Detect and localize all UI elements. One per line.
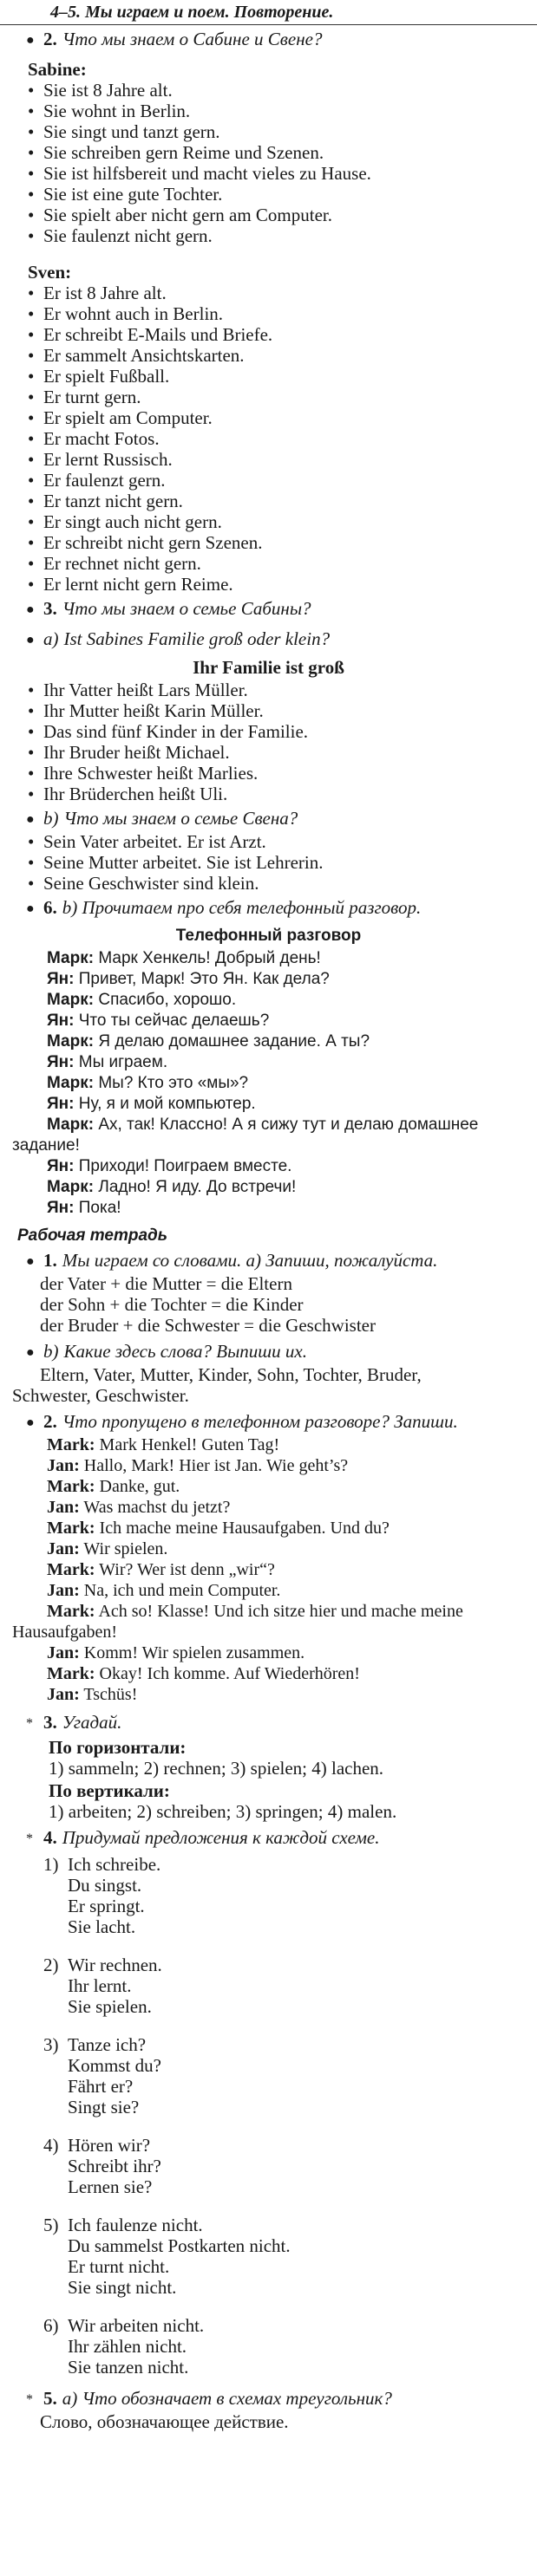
utterance: Ich mache meine Hausaufgaben. Und du?: [95, 1519, 390, 1538]
list-item: [28, 511, 525, 532]
list-item: [28, 283, 525, 303]
group-number: 2): [43, 1955, 59, 1975]
dialog-line: [12, 1115, 525, 1156]
dialog-line: [47, 1434, 525, 1455]
list-item: [28, 553, 525, 574]
dialog-line: [47, 1663, 525, 1684]
telefon-dialog: [12, 948, 525, 1219]
speaker: Ян:: [47, 970, 75, 988]
list-item-text: Er sammelt Ansichtskarten.: [43, 345, 245, 366]
list-item: [28, 324, 525, 345]
wb-task-1: [26, 1250, 525, 1273]
task-number: 3.: [43, 598, 57, 619]
sentence: Kommst du?: [68, 2055, 161, 2076]
bullet-dot: •: [28, 121, 35, 142]
task-text: Что мы знаем о Сабине и Свене?: [62, 29, 323, 49]
task-3a: [26, 628, 525, 652]
list-item: [28, 700, 525, 721]
bullet-dot: •: [28, 205, 35, 225]
sentence: Hören wir?: [68, 2135, 151, 2156]
sentence: Lernen sie?: [68, 2176, 153, 2197]
dialog-line: [47, 1198, 525, 1219]
task-text: Что мы знаем о семье Свена?: [63, 808, 298, 829]
sentence-group: [12, 2135, 525, 2197]
list-item-text: Sie ist hilfsbereit und macht vieles zu Hause.: [43, 163, 371, 184]
familie-list: [12, 680, 525, 804]
bullet-dot: •: [28, 303, 35, 324]
list-item: [28, 366, 525, 387]
list-item-text: Sie schreiben gern Reime und Szenen.: [43, 142, 324, 163]
speaker: Марк:: [47, 991, 95, 1009]
list-item: [28, 574, 525, 595]
list-item: [28, 205, 525, 225]
sentence-group: [12, 2315, 525, 2378]
sentence: Sie tanzen nicht.: [68, 2357, 189, 2378]
list-item-text: Er lernt Russisch.: [43, 449, 173, 470]
list-item: [28, 680, 525, 700]
sentence-group: [12, 2034, 525, 2117]
list-item: [28, 428, 525, 449]
task-number: b): [43, 1341, 59, 1362]
list-item: [28, 763, 525, 784]
speaker: Jan:: [47, 1539, 80, 1558]
spacer: [12, 246, 525, 255]
telefon-title: Телефонный разговор: [175, 927, 362, 945]
task-number: 2.: [43, 1411, 57, 1432]
sentence: Ihr lernt.: [68, 1975, 132, 1996]
sentence: Schreibt ihr?: [68, 2156, 161, 2176]
star-marker: *: [26, 1716, 33, 1731]
list-item: [28, 387, 525, 407]
bullet-dot: •: [28, 831, 35, 852]
utterance: Mark Henkel! Guten Tag!: [95, 1435, 280, 1454]
sentence: Ihr zählen nicht.: [68, 2336, 187, 2357]
utterance: Ach so! Klasse! Und ich sitze hier und mache meine Hausaufgaben!: [12, 1602, 463, 1642]
list-item: [28, 470, 525, 491]
speaker: Jan:: [47, 1498, 80, 1517]
speaker: Jan:: [47, 1581, 80, 1600]
speaker: Марк:: [47, 1032, 95, 1051]
task-text: b) Прочитаем про себя телефонный разговор.: [62, 897, 422, 918]
group-number: 6): [43, 2315, 59, 2336]
list-item-text: Er schreibt nicht gern Szenen.: [43, 532, 263, 553]
utterance: Пока!: [74, 1199, 121, 1217]
bullet-dot: •: [28, 873, 35, 894]
speaker: Ян:: [47, 1053, 75, 1071]
bullet-dot: •: [28, 532, 35, 553]
list-item-text: Er faulenzt gern.: [43, 470, 166, 491]
bullet-marker: ●: [26, 901, 35, 916]
utterance: Спасибо, хорошо.: [94, 991, 237, 1009]
speaker: Марк:: [47, 1074, 95, 1092]
spacer: [12, 2117, 525, 2135]
spacer: [12, 1937, 525, 1955]
group-number: 1): [43, 1854, 59, 1875]
sentence-line: [43, 1854, 525, 1875]
sentence: Tanze ich?: [68, 2034, 147, 2055]
sentence: Ich schreibe.: [68, 1854, 161, 1875]
wb-task-3: [26, 1712, 525, 1735]
dialog-line: [47, 1177, 525, 1198]
sentence: Sie spielen.: [68, 1996, 152, 2017]
utterance: Приходи! Поиграем вместе.: [74, 1157, 292, 1175]
bullet-dot: •: [28, 700, 35, 721]
list-item: [28, 532, 525, 553]
list-item: [28, 491, 525, 511]
list-item-text: Sein Vater arbeitet. Er ist Arzt.: [43, 831, 266, 852]
sentence-group: [12, 1955, 525, 2017]
vertical-label: По вертикали:: [49, 1780, 170, 1801]
task-number: 1.: [43, 1250, 57, 1271]
utterance: Tschüs!: [79, 1685, 138, 1704]
list-item: [28, 852, 525, 873]
dialog-line: [47, 1455, 525, 1476]
task-text: Придумай предложения к каждой схеме.: [62, 1827, 380, 1848]
sentence: Sie singt nicht.: [68, 2277, 177, 2298]
sven-list: [12, 283, 525, 595]
speaker: Jan:: [47, 1643, 80, 1662]
list-item: [28, 873, 525, 894]
bullet-dot: •: [28, 80, 35, 101]
bullet-marker: ●: [26, 1415, 35, 1430]
sentence: Ich faulenze nicht.: [68, 2215, 203, 2235]
equation-line: der Bruder + die Schwester = die Geschwister: [40, 1315, 376, 1336]
sentence-line: [43, 2135, 525, 2156]
speaker: Jan:: [47, 1456, 80, 1475]
bullet-dot: •: [28, 742, 35, 763]
bullet-marker: ●: [26, 602, 35, 617]
bullet-dot: •: [28, 553, 35, 574]
list-item-text: Sie singt und tanzt gern.: [43, 121, 220, 142]
speaker: Марк:: [47, 949, 95, 967]
speaker: Ян:: [47, 1199, 75, 1217]
sentence-line: [43, 2034, 525, 2055]
speaker: Mark:: [47, 1435, 95, 1454]
sven-label: Sven:: [28, 262, 72, 283]
speaker: Марк:: [47, 1116, 95, 1134]
utterance: Ладно! Я иду. До встречи!: [94, 1178, 297, 1196]
speaker: Mark:: [47, 1560, 95, 1579]
list-item-text: Seine Mutter arbeitet. Sie ist Lehrerin.: [43, 852, 324, 873]
bullet-dot: •: [28, 163, 35, 184]
bullet-dot: •: [28, 428, 35, 449]
task-text: Что пропущено в телефонном разговоре? Запиши.: [62, 1411, 458, 1432]
equation-line: der Vater + die Mutter = die Eltern: [40, 1273, 292, 1294]
sentence: Wir arbeiten nicht.: [68, 2315, 205, 2336]
task-text: Какие здесь слова? Выпиши их.: [63, 1341, 307, 1362]
task-6: [26, 897, 525, 920]
dialog-line: [47, 1156, 525, 1177]
bullet-dot: •: [28, 721, 35, 742]
list-item-text: Er turnt gern.: [43, 387, 141, 407]
dialog-line: [47, 1538, 525, 1559]
speaker: Mark:: [47, 1664, 95, 1683]
list-item-text: Er ist 8 Jahre alt.: [43, 283, 167, 303]
bullet-dot: •: [28, 680, 35, 700]
list-item: [28, 449, 525, 470]
list-item: [28, 721, 525, 742]
speaker: Марк:: [47, 1178, 95, 1196]
bullet-marker: ●: [26, 33, 35, 48]
list-item-text: Er schreibt E-Mails und Briefe.: [43, 324, 273, 345]
bullet-marker: ●: [26, 633, 35, 647]
bullet-marker: ●: [26, 812, 35, 827]
sentence: Du sammelst Postkarten nicht.: [68, 2235, 291, 2256]
list-item-text: Er singt auch nicht gern.: [43, 511, 222, 532]
utterance: Мы? Кто это «мы»?: [94, 1074, 249, 1092]
task-2: [26, 29, 525, 52]
list-item: [28, 121, 525, 142]
spacer: [12, 2197, 525, 2215]
dialog-line: [47, 1094, 525, 1115]
dialog-line: [47, 1476, 525, 1497]
list-item-text: Ihre Schwester heißt Marlies.: [43, 763, 259, 784]
list-item-text: Er rechnet nicht gern.: [43, 553, 201, 574]
vertical-answers: 1) arbeiten; 2) schreiben; 3) springen; 4) malen.: [49, 1801, 397, 1822]
utterance: Ну, я и мой компьютер.: [74, 1095, 256, 1113]
sabine-label: Sabine:: [28, 59, 87, 80]
dialog-line: [47, 1031, 525, 1052]
utterance: Okay! Ich komme. Auf Wiederhören!: [95, 1664, 360, 1683]
utterance: Мы играем.: [74, 1053, 168, 1071]
dialog-line: [47, 1011, 525, 1031]
bullet-dot: •: [28, 345, 35, 366]
horizontal-label: По горизонтали:: [49, 1737, 187, 1758]
dialog-line: [47, 1052, 525, 1073]
list-item-text: Er tanzt nicht gern.: [43, 491, 183, 511]
dialog-line: [47, 990, 525, 1011]
list-item-text: Ihr Bruder heißt Michael.: [43, 742, 230, 763]
bullet-marker: ●: [26, 1254, 35, 1269]
list-item: [28, 163, 525, 184]
dialog-line: [47, 1684, 525, 1705]
group-number: 3): [43, 2034, 59, 2055]
sentence-group: [12, 1854, 525, 1937]
bullet-dot: •: [28, 184, 35, 205]
word-list-line: Eltern, Vater, Mutter, Kinder, Sohn, Tochter, Bruder,: [40, 1364, 422, 1385]
bullet-dot: •: [28, 491, 35, 511]
dialog-line: [47, 1580, 525, 1601]
dialog-line: [47, 1073, 525, 1094]
wb-task-2: [26, 1411, 525, 1434]
list-item-text: Er macht Fotos.: [43, 428, 160, 449]
list-item-text: Sie ist eine gute Tochter.: [43, 184, 223, 205]
list-item: [28, 831, 525, 852]
bullet-dot: •: [28, 407, 35, 428]
speaker: Jan:: [47, 1685, 80, 1704]
workbook-heading: Рабочая тетрадь: [17, 1226, 168, 1245]
task-text: Что мы знаем о семье Сабины?: [62, 598, 311, 619]
utterance: Марк Хенкель! Добрый день!: [94, 949, 321, 967]
task-text: Угадай.: [62, 1712, 122, 1733]
list-item-text: Sie spielt aber nicht gern am Computer.: [43, 205, 333, 225]
utterance: Hallo, Mark! Hier ist Jan. Wie geht’s?: [79, 1456, 349, 1475]
horizontal-answers: 1) sammeln; 2) rechnen; 3) spielen; 4) lachen.: [49, 1758, 384, 1779]
bullet-dot: •: [28, 470, 35, 491]
bullet-marker: ●: [26, 1345, 35, 1360]
utterance: Я делаю домашнее задание. А ты?: [94, 1032, 370, 1051]
list-item-text: Ihr Vatter heißt Lars Müller.: [43, 680, 248, 700]
wb2-dialog: [12, 1434, 525, 1705]
list-item-text: Sie ist 8 Jahre alt.: [43, 80, 173, 101]
bullet-dot: •: [28, 511, 35, 532]
list-item-text: Ihr Mutter heißt Karin Müller.: [43, 700, 264, 721]
task-number: 3.: [43, 1712, 57, 1733]
speaker: Mark:: [47, 1602, 95, 1621]
bullet-dot: •: [28, 225, 35, 246]
speaker: Mark:: [47, 1519, 95, 1538]
wb-task-4: [26, 1827, 525, 1851]
list-item: [28, 407, 525, 428]
list-item: [28, 101, 525, 121]
list-item: [28, 225, 525, 246]
bullet-dot: •: [28, 574, 35, 595]
bullet-dot: •: [28, 101, 35, 121]
bullet-dot: •: [28, 142, 35, 163]
equation-line: der Sohn + die Tochter = die Kinder: [40, 1294, 304, 1315]
task-3: [26, 598, 525, 621]
utterance: Ах, так! Классно! А я сижу тут и делаю домашнее задание!: [12, 1116, 479, 1155]
task-number: 5.: [43, 2388, 57, 2409]
utterance: Wir spielen.: [79, 1539, 168, 1558]
dialog-line: [12, 1601, 525, 1643]
spacer: [12, 2298, 525, 2315]
sentence: Wir rechnen.: [68, 1955, 162, 1975]
sentence: Sie lacht.: [68, 1916, 136, 1937]
list-item: [28, 142, 525, 163]
utterance: Wir? Wer ist denn „wir“?: [95, 1560, 275, 1579]
word-list-line: Schwester, Geschwister.: [12, 1385, 189, 1406]
sentence-line: [43, 2315, 525, 2336]
list-item-text: Sie faulenzt nicht gern.: [43, 225, 213, 246]
dialog-line: [47, 1497, 525, 1518]
task-text: Мы играем со словами. a) Запиши, пожалуйста.: [62, 1250, 438, 1271]
sven-familie-list: [12, 831, 525, 894]
list-item: [28, 80, 525, 101]
utterance: Komm! Wir spielen zusammen.: [79, 1643, 305, 1662]
task-text: Ist Sabines Familie groß oder klein?: [63, 628, 331, 649]
list-item-text: Ihr Brüderchen heißt Uli.: [43, 784, 228, 804]
list-item-text: Er wohnt auch in Berlin.: [43, 303, 224, 324]
list-item-text: Sie wohnt in Berlin.: [43, 101, 191, 121]
bullet-dot: •: [28, 784, 35, 804]
list-item-text: Das sind fünf Kinder in der Familie.: [43, 721, 309, 742]
utterance: Danke, gut.: [95, 1477, 180, 1496]
wb-task-5: [26, 2388, 525, 2411]
speaker: Ян:: [47, 1157, 75, 1175]
list-item-text: Er lernt nicht gern Reime.: [43, 574, 233, 595]
dialog-line: [47, 948, 525, 969]
task-3b: [26, 808, 525, 831]
sentence: Er springt.: [68, 1896, 145, 1916]
sentence-line: [43, 2215, 525, 2235]
bullet-dot: •: [28, 283, 35, 303]
bullet-dot: •: [28, 366, 35, 387]
sentence: Fährt er?: [68, 2076, 134, 2097]
sabine-list: [12, 80, 525, 246]
utterance: Was machst du jetzt?: [79, 1498, 231, 1517]
utterance: Привет, Марк! Это Ян. Как дела?: [74, 970, 330, 988]
task-number: 2.: [43, 29, 57, 49]
task-text: а) Что обозначает в схемах треугольник?: [62, 2388, 392, 2409]
bullet-dot: •: [28, 449, 35, 470]
utterance: Na, ich und mein Computer.: [79, 1581, 281, 1600]
dialog-line: [47, 1518, 525, 1538]
task-number: a): [43, 628, 59, 649]
list-item-text: Er spielt am Computer.: [43, 407, 213, 428]
familie-title: Ihr Familie ist groß: [193, 657, 344, 678]
bullet-dot: •: [28, 852, 35, 873]
dialog-line: [47, 969, 525, 990]
sentence: Er turnt nicht.: [68, 2256, 170, 2277]
header-divider: [0, 24, 537, 25]
dialog-line: [47, 1559, 525, 1580]
group-number: 4): [43, 2135, 59, 2156]
list-item: [28, 303, 525, 324]
utterance: Что ты сейчас делаешь?: [74, 1012, 270, 1030]
wb-task-1b: [26, 1341, 525, 1364]
sentence: Singt sie?: [68, 2097, 140, 2117]
sentence: Du singst.: [68, 1875, 142, 1896]
bullet-dot: •: [28, 324, 35, 345]
list-item: [28, 784, 525, 804]
answer-text: Слово, обозначающее действие.: [40, 2411, 289, 2432]
list-item-text: Er spielt Fußball.: [43, 366, 170, 387]
lesson-header: 4–5. Мы играем и поем. Повторение.: [50, 3, 334, 22]
sentence-group: [12, 2215, 525, 2298]
dialog-line: [47, 1643, 525, 1663]
task-number: b): [43, 808, 59, 829]
task-number: 4.: [43, 1827, 57, 1848]
speaker: Mark:: [47, 1477, 95, 1496]
list-item-text: Seine Geschwister sind klein.: [43, 873, 259, 894]
list-item: [28, 184, 525, 205]
task-number: 6.: [43, 897, 57, 918]
speaker: Ян:: [47, 1095, 75, 1113]
speaker: Ян:: [47, 1012, 75, 1030]
bullet-dot: •: [28, 387, 35, 407]
list-item: [28, 345, 525, 366]
group-number: 5): [43, 2215, 59, 2235]
star-marker: *: [26, 2392, 33, 2407]
star-marker: *: [26, 1831, 33, 1846]
bullet-dot: •: [28, 763, 35, 784]
list-item: [28, 742, 525, 763]
spacer: [12, 2017, 525, 2034]
sentence-line: [43, 1955, 525, 1975]
